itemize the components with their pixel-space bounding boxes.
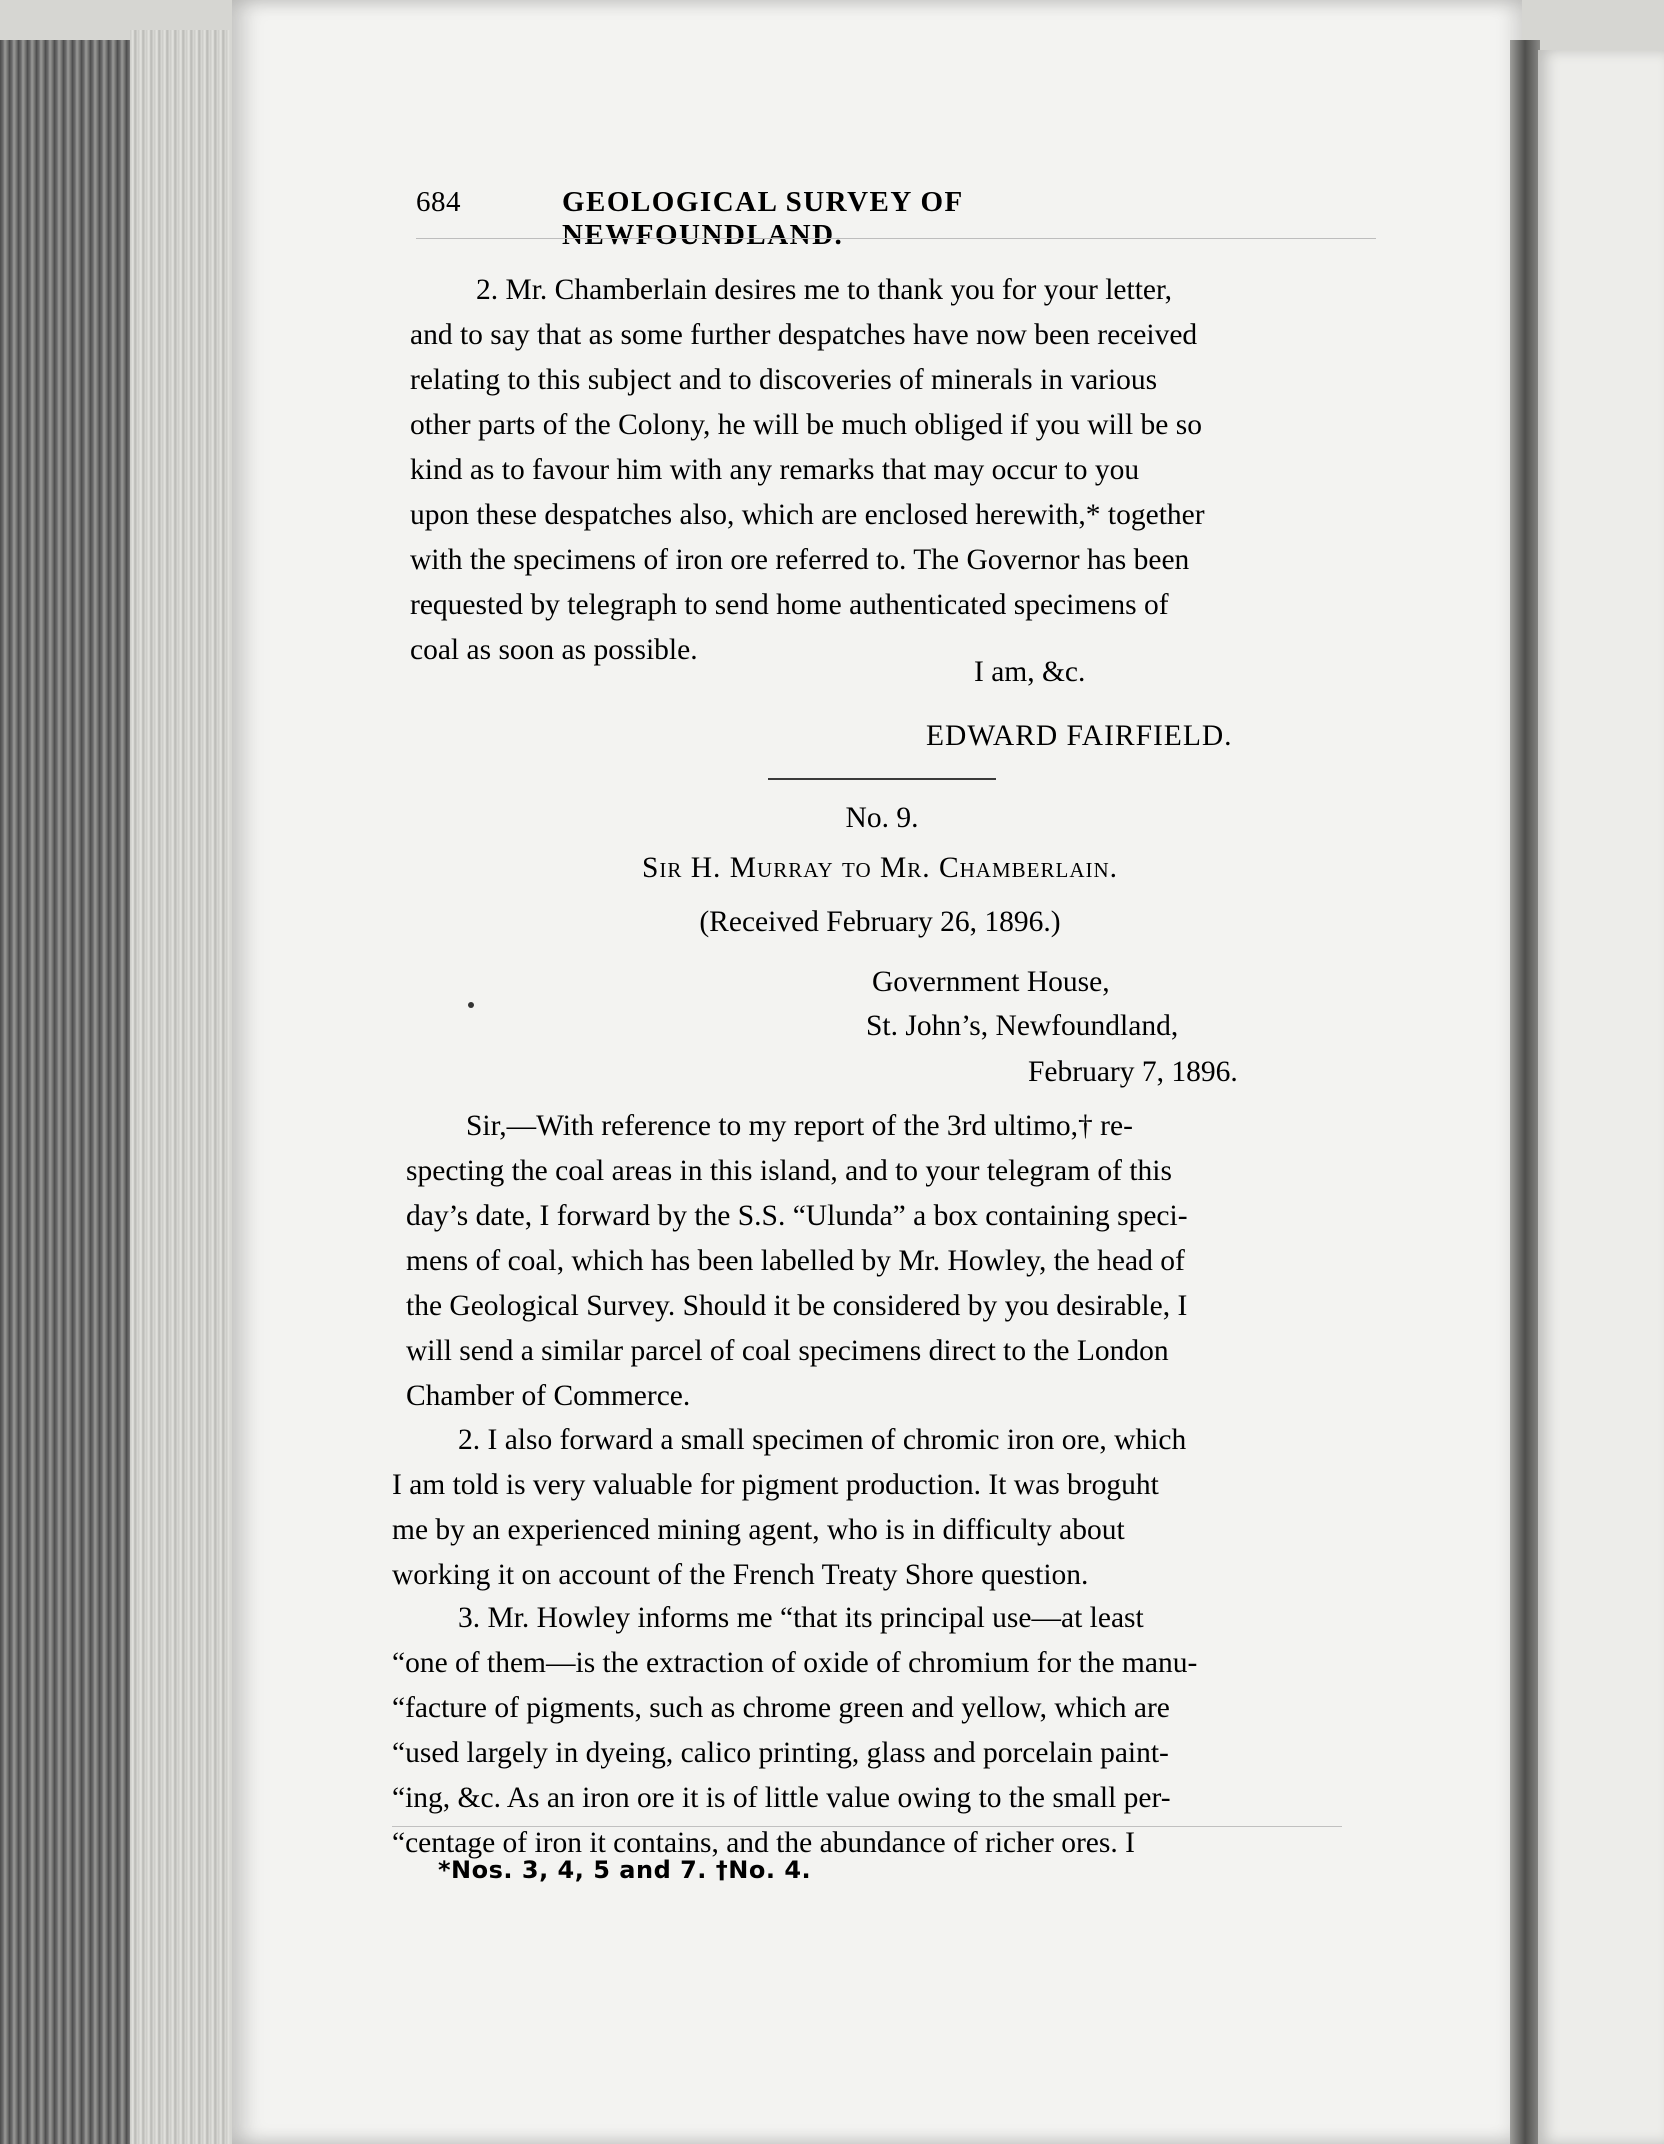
text-line: upon these despatches also, which are enclosed herewith,* together <box>410 499 1205 531</box>
text-line: 2. I also forward a small specimen of chromic iron ore, which <box>458 1424 1187 1456</box>
address-date: February 7, 1896. <box>1028 1056 1238 1088</box>
text-line: the Geological Survey. Should it be considered by you desirable, I <box>406 1290 1188 1322</box>
letter2-paragraph-1 <box>406 1104 1354 1419</box>
running-title: GEOLOGICAL SURVEY OF NEWFOUNDLAND. <box>562 186 963 251</box>
text-line: other parts of the Colony, he will be much obliged if you will be so <box>410 409 1202 441</box>
text-line: “one of them—is the extraction of oxide of chromium for the manu- <box>392 1647 1198 1679</box>
text-line: kind as to favour him with any remarks that may occur to you <box>410 454 1140 486</box>
header-rule <box>416 238 1376 239</box>
page-number: 684 <box>416 186 461 218</box>
text-line: day’s date, I forward by the S.S. “Ulunda” a box containing speci- <box>406 1200 1188 1232</box>
address-line: St. John’s, Newfoundland, <box>866 1010 1179 1042</box>
text-line: 3. Mr. Howley informs me “that its principal use—at least <box>458 1602 1144 1634</box>
letter1-paragraph <box>410 268 1370 673</box>
book-page-edges-inner <box>130 30 230 2144</box>
text-line: coal as soon as possible. <box>410 634 698 666</box>
text-line: will send a similar parcel of coal specimens direct to the London <box>406 1335 1169 1367</box>
footnote: *Nos. 3, 4, 5 and 7. †No. 4. <box>438 1856 812 1884</box>
book-gutter <box>1510 40 1540 2144</box>
section-divider <box>768 778 996 780</box>
text-line: with the specimens of iron ore referred to. The Governor has been <box>410 544 1190 576</box>
letter2-paragraph-2 <box>392 1418 1350 1598</box>
text-line: “ing, &c. As an iron ore it is of little value owing to the small per- <box>392 1782 1171 1814</box>
closing: I am, &c. <box>974 656 1086 688</box>
letter-heading: Sir H. Murray to Mr. Chamberlain. <box>641 852 1119 884</box>
document-number: No. 9. <box>845 802 919 834</box>
text-line: requested by telegraph to send home authenticated specimens of <box>410 589 1169 621</box>
facing-page <box>1538 50 1664 2144</box>
text-line: 2. Mr. Chamberlain desires me to thank you for your letter, <box>476 274 1173 306</box>
text-line: “facture of pigments, such as chrome green and yellow, which are <box>392 1692 1170 1724</box>
text-line: “used largely in dyeing, calico printing, glass and porcelain paint- <box>392 1737 1169 1769</box>
text-line: Chamber of Commerce. <box>406 1380 691 1412</box>
text-line: I am told is very valuable for pigment production. It was broguht <box>392 1469 1159 1501</box>
signature: EDWARD FAIRFIELD. <box>926 720 1233 752</box>
text-line: working it on account of the French Treaty Shore question. <box>392 1559 1089 1591</box>
text-line: relating to this subject and to discoveries of minerals in various <box>410 364 1158 396</box>
text-line: mens of coal, which has been labelled by Mr. Howley, the head of <box>406 1245 1185 1277</box>
text-line: and to say that as some further despatches have now been received <box>410 319 1198 351</box>
text-line: “centage of iron it contains, and the abundance of richer ores. I <box>392 1827 1135 1859</box>
text-line: specting the coal areas in this island, and to your telegram of this <box>406 1155 1172 1187</box>
address-line: Government House, <box>872 966 1110 998</box>
text-line: Sir,—With reference to my report of the 3rd ultimo,† re- <box>466 1110 1133 1142</box>
footnote-rule <box>392 1826 1342 1827</box>
print-speck <box>468 1002 474 1008</box>
received-date: (Received February 26, 1896.) <box>699 906 1061 938</box>
text-line: me by an experienced mining agent, who is in difficulty about <box>392 1514 1125 1546</box>
